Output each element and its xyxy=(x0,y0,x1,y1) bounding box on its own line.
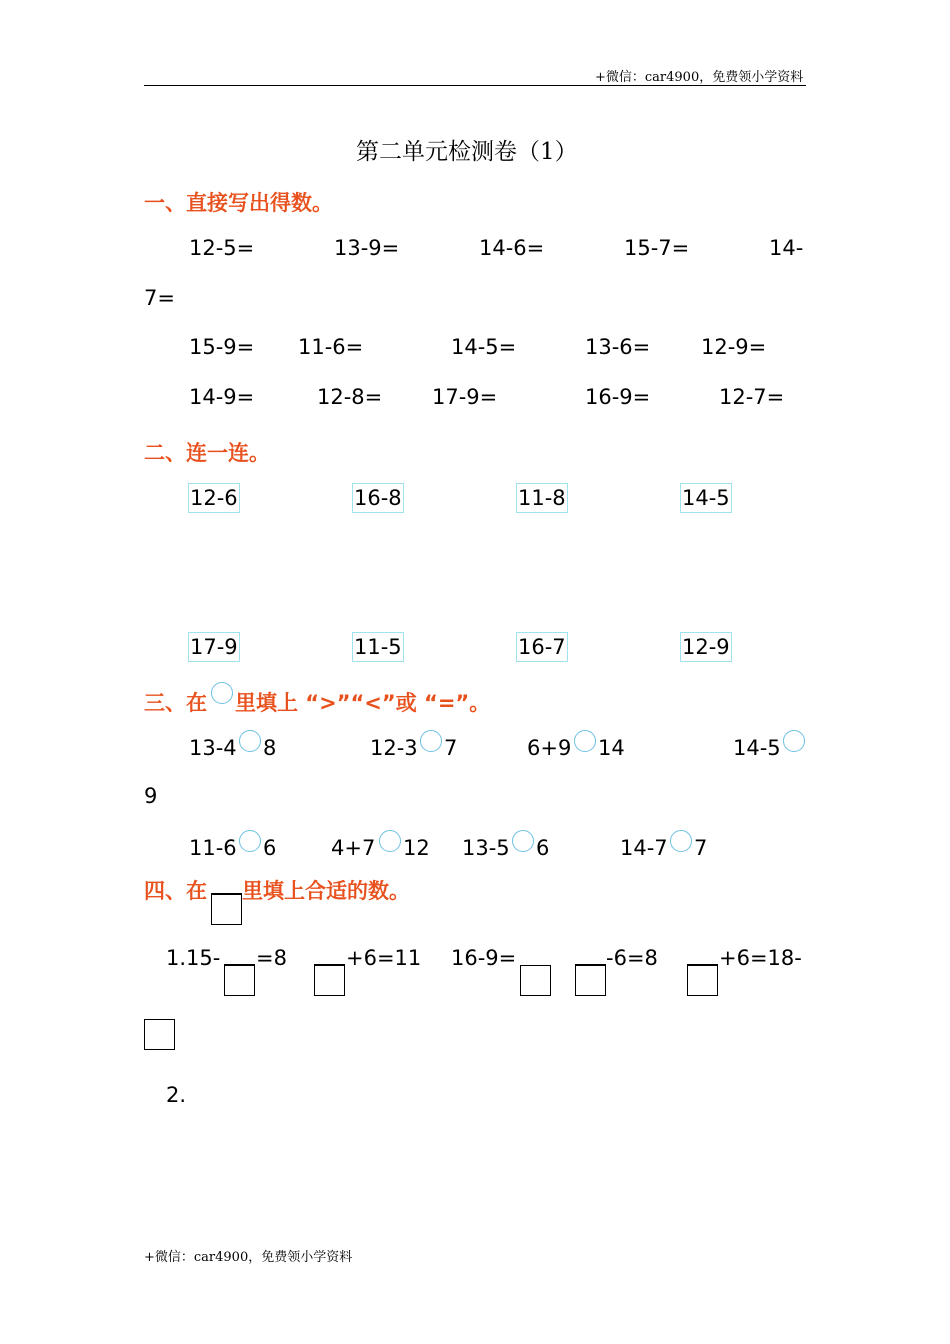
s3-r1-q4-circle[interactable] xyxy=(783,730,805,752)
section2-heading: 二、连一连。 xyxy=(144,441,270,465)
s4-item5-eq: +6=18- xyxy=(719,946,802,970)
section3-heading-end: 里填上 “>”“<”或 “=”。 xyxy=(235,691,491,715)
s4-item2-answer-box[interactable] xyxy=(314,965,345,996)
section4-heading-start: 四、在 xyxy=(144,879,207,903)
s4-item3-answer-box[interactable] xyxy=(520,965,551,996)
s1-r3-q2: 12-8= xyxy=(317,385,383,409)
s3-r1-q3-left: 6+9 xyxy=(527,736,572,760)
heading-circle-icon xyxy=(211,682,233,704)
match-box-top-1[interactable]: 12-6 xyxy=(188,483,240,513)
s4-item4-eq: -6=8 xyxy=(606,946,658,970)
s1-r1-q5: 14- xyxy=(769,236,804,260)
s3-r1-q3-right: 14 xyxy=(598,736,625,760)
s3-r1-q1-left: 13-4 xyxy=(189,736,237,760)
s4-item1-label: 1.15- xyxy=(166,946,221,970)
match-box-bottom-2[interactable]: 11-5 xyxy=(352,632,404,662)
s3-r2-q4-left: 14-7 xyxy=(620,836,668,860)
s3-r1-q4-wrap: 9 xyxy=(144,784,158,808)
section3-heading-start: 三、在 xyxy=(144,691,207,715)
s1-r1-q3: 14-6= xyxy=(479,236,545,260)
s1-r3-q1: 14-9= xyxy=(189,385,255,409)
s3-r2-q4-right: 7 xyxy=(694,836,708,860)
s3-r1-q4-left: 14-5 xyxy=(733,736,781,760)
s1-r2-q2: 11-6= xyxy=(298,335,364,359)
s4-item4-answer-box[interactable] xyxy=(575,965,606,996)
section4-heading-end: 里填上合适的数。 xyxy=(242,879,410,903)
s1-r1-q5-wrap: 7= xyxy=(144,286,175,310)
match-box-bottom-4[interactable]: 12-9 xyxy=(680,632,732,662)
s3-r2-q3-right: 6 xyxy=(536,836,550,860)
s1-r3-q3: 17-9= xyxy=(432,385,498,409)
s4-item1-eq: =8 xyxy=(256,946,287,970)
s4-item2-eq: +6=11 xyxy=(346,946,422,970)
s1-r2-q3: 14-5= xyxy=(451,335,517,359)
s3-r1-q2-right: 7 xyxy=(444,736,458,760)
s3-r2-q1-right: 6 xyxy=(263,836,277,860)
s1-r3-q5: 12-7= xyxy=(719,385,785,409)
s3-r1-q2-circle[interactable] xyxy=(420,730,442,752)
match-box-top-2[interactable]: 16-8 xyxy=(352,483,404,513)
footer-watermark: +微信：car4900，免费领小学资料 xyxy=(144,1250,353,1265)
match-box-bottom-3[interactable]: 16-7 xyxy=(516,632,568,662)
match-box-bottom-1[interactable]: 17-9 xyxy=(188,632,240,662)
s4-item5-answer-box[interactable] xyxy=(687,965,718,996)
s1-r1-q2: 13-9= xyxy=(334,236,400,260)
s3-r2-q4-circle[interactable] xyxy=(670,830,692,852)
section1-heading: 一、直接写出得数。 xyxy=(144,191,333,215)
s3-r1-q1-right: 8 xyxy=(263,736,277,760)
s4-item-two-label: 2. xyxy=(166,1083,187,1107)
s1-r1-q4: 15-7= xyxy=(624,236,690,260)
s3-r2-q3-left: 13-5 xyxy=(462,836,510,860)
match-box-top-3[interactable]: 11-8 xyxy=(516,483,568,513)
s4-item5-answer-box-2[interactable] xyxy=(144,1019,175,1050)
s1-r2-q1: 15-9= xyxy=(189,335,255,359)
s4-item1-answer-box[interactable] xyxy=(224,965,255,996)
s3-r2-q2-right: 12 xyxy=(403,836,430,860)
s3-r2-q1-left: 11-6 xyxy=(189,836,237,860)
s3-r1-q2-left: 12-3 xyxy=(370,736,418,760)
s4-item3-eq: 16-9= xyxy=(451,946,517,970)
s3-r2-q2-circle[interactable] xyxy=(379,830,401,852)
s3-r1-q1-circle[interactable] xyxy=(239,730,261,752)
s1-r2-q5: 12-9= xyxy=(701,335,767,359)
heading-square-icon xyxy=(211,894,242,925)
s1-r1-q1: 12-5= xyxy=(189,236,255,260)
page-title: 第二单元检测卷（1） xyxy=(356,139,578,165)
s3-r2-q3-circle[interactable] xyxy=(512,830,534,852)
s3-r1-q3-circle[interactable] xyxy=(574,730,596,752)
match-box-top-4[interactable]: 14-5 xyxy=(680,483,732,513)
s1-r3-q4: 16-9= xyxy=(585,385,651,409)
s3-r2-q1-circle[interactable] xyxy=(239,830,261,852)
header-rule xyxy=(144,85,806,86)
header-watermark: +微信：car4900，免费领小学资料 xyxy=(595,70,804,85)
s1-r2-q4: 13-6= xyxy=(585,335,651,359)
s3-r2-q2-left: 4+7 xyxy=(331,836,376,860)
